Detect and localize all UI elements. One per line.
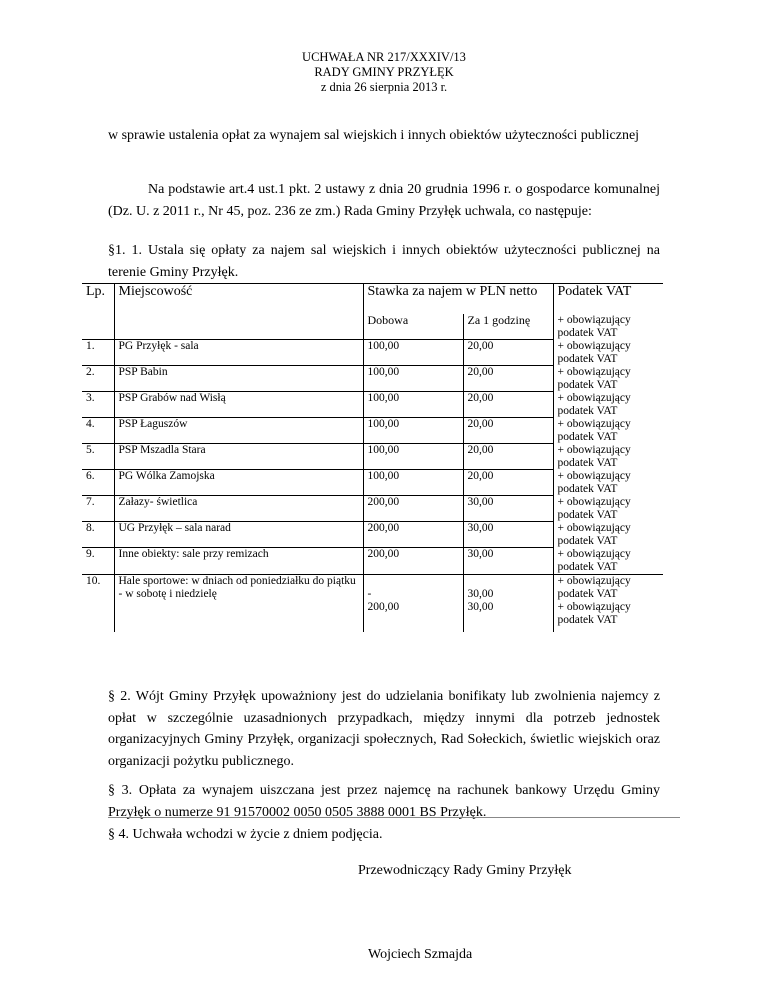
- header-rate: Stawka za najem w PLN netto: [363, 284, 553, 314]
- row-daily-rate: 200,00: [363, 496, 463, 522]
- row-daily-rate: 100,00: [363, 444, 463, 470]
- row-daily-rate: 100,00: [363, 366, 463, 392]
- section-4: § 4. Uchwała wchodzi w życie z dniem podjęcia.: [108, 827, 383, 842]
- section-2: § 2. Wójt Gminy Przyłęk upoważniony jest do udzielania bonifikaty lub zwolnienia najemcy z opłat w szczególnie uzasadnionych przypadkach, między innymi dla potrzeb jednostek organizacyjnych Gminy Przyłęk, organizacji społecznych, Rad Sołeckich, świetlic wiejskich oraz organizacji pożytku publicznego.: [108, 689, 660, 769]
- row-place: Inne obiekty: sale przy remizach: [114, 548, 363, 575]
- council-name: RADY GMINY PRZYŁĘK: [314, 65, 454, 79]
- row10-daily-weekend: 200,00: [367, 600, 400, 613]
- row-lp: 2.: [82, 366, 114, 392]
- row-lp: 4.: [82, 418, 114, 444]
- vat-cell: + obowiązujący podatek VAT: [553, 496, 663, 522]
- row-daily-rate: 200,00: [363, 548, 463, 575]
- row-hourly-rate: 20,00: [463, 340, 553, 366]
- table-row: [82, 548, 663, 575]
- resolution-number: UCHWAŁA NR 217/XXXIV/13: [302, 50, 466, 64]
- vat-cell: + obowiązujący podatek VAT: [553, 392, 663, 418]
- row-lp: 1.: [82, 340, 114, 366]
- vat-cell: + obowiązujący podatek VAT: [553, 444, 663, 470]
- row-hourly-rate: 20,00: [463, 418, 553, 444]
- row-place: PG Przyłęk - sala: [114, 340, 363, 366]
- vat-cell: + obowiązujący podatek VAT: [557, 574, 631, 600]
- row-place: PSP Grabów nad Wisłą: [114, 392, 363, 418]
- row-daily-rate: 200,00: [363, 522, 463, 548]
- document-header: [0, 50, 768, 95]
- resolution-date: z dnia 26 sierpnia 2013 r.: [320, 80, 448, 94]
- row10-hourly-weekend: 30,00: [467, 600, 494, 613]
- row-hourly-rate: 20,00: [463, 470, 553, 496]
- table-row: [82, 366, 663, 392]
- table-row: [82, 522, 663, 548]
- table-row: [82, 392, 663, 418]
- vat-cell: + obowiązujący podatek VAT: [553, 366, 663, 392]
- row-lp: 3.: [82, 392, 114, 418]
- row-place: Załazy- świetlica: [114, 496, 363, 522]
- row10-lp: 10.: [82, 574, 114, 632]
- header-lp: Lp.: [82, 284, 114, 314]
- row-daily-rate: 100,00: [363, 418, 463, 444]
- vat-cell: + obowiązujący podatek VAT: [553, 314, 663, 340]
- table-row: [82, 470, 663, 496]
- table-row: [82, 444, 663, 470]
- row-daily-rate: 100,00: [363, 340, 463, 366]
- divider: [108, 817, 680, 818]
- row-lp: 8.: [82, 522, 114, 548]
- row-place: UG Przyłęk – sala narad: [114, 522, 363, 548]
- signature-name: Wojciech Szmajda: [368, 947, 473, 962]
- row-hourly-rate: 20,00: [463, 366, 553, 392]
- vat-cell: + obowiązujący podatek VAT: [553, 418, 663, 444]
- row-place: PSP Łaguszów: [114, 418, 363, 444]
- table-row: [82, 340, 663, 366]
- row-hourly-rate: 20,00: [463, 444, 553, 470]
- header-vat: Podatek VAT: [553, 284, 663, 314]
- row-lp: 7.: [82, 496, 114, 522]
- row-lp: 5.: [82, 444, 114, 470]
- section-1: §1. 1. Ustala się opłaty za najem sal wiejskich i innych obiektów użyteczności publicznej na terenie Gminy Przyłęk.: [108, 243, 660, 280]
- table-row: [82, 418, 663, 444]
- header-place: Miejscowość: [114, 284, 363, 314]
- row10-place-weekend: - w sobotę i niedzielę: [118, 587, 217, 600]
- row-hourly-rate: 30,00: [463, 548, 553, 575]
- row-place: PG Wólka Zamojska: [114, 470, 363, 496]
- row-hourly-rate: 30,00: [463, 522, 553, 548]
- subject: w sprawie ustalenia opłat za wynajem sal wiejskich i innych obiektów użyteczności publicznej: [108, 128, 640, 143]
- section-3: § 3. Opłata za wynajem uiszczana jest przez najemcę na rachunek bankowy Urzędu Gminy Przyłęk o numerze 91 91570002 0050 0505 3888 0001 BS Przyłęk.: [108, 783, 660, 820]
- row-daily-rate: 100,00: [363, 392, 463, 418]
- header-daily: Dobowa: [363, 314, 463, 340]
- row10-place-weekday: Hale sportowe: w dniach od poniedziałku do piątku: [118, 574, 356, 587]
- vat-cell: + obowiązujący podatek VAT: [553, 340, 663, 366]
- row-place: PSP Babin: [114, 366, 363, 392]
- row-daily-rate: 100,00: [363, 470, 463, 496]
- rates-table: [82, 283, 663, 632]
- row-lp: 9.: [82, 548, 114, 575]
- row-lp: 6.: [82, 470, 114, 496]
- row-hourly-rate: 30,00: [463, 496, 553, 522]
- row-place: PSP Mszadla Stara: [114, 444, 363, 470]
- vat-cell: + obowiązujący podatek VAT: [553, 522, 663, 548]
- vat-cell: + obowiązujący podatek VAT: [557, 600, 631, 626]
- signature-title: Przewodniczący Rady Gminy Przyłęk: [358, 863, 572, 878]
- row10-daily-weekday: -: [367, 587, 372, 600]
- preamble: Na podstawie art.4 ust.1 pkt. 2 ustawy z dnia 20 grudnia 1996 r. o gospodarce komunalnej (Dz. U. z 2011 r., Nr 45, poz. 236 ze zm.) Rada Gminy Przyłęk uchwala, co następuje:: [108, 182, 660, 219]
- vat-cell: + obowiązujący podatek VAT: [553, 470, 663, 496]
- row10-hourly-weekday: 30,00: [467, 587, 494, 600]
- row-hourly-rate: 20,00: [463, 392, 553, 418]
- vat-cell: + obowiązujący podatek VAT: [553, 548, 663, 575]
- header-hourly: Za 1 godzinę: [463, 314, 553, 340]
- table-row: [82, 496, 663, 522]
